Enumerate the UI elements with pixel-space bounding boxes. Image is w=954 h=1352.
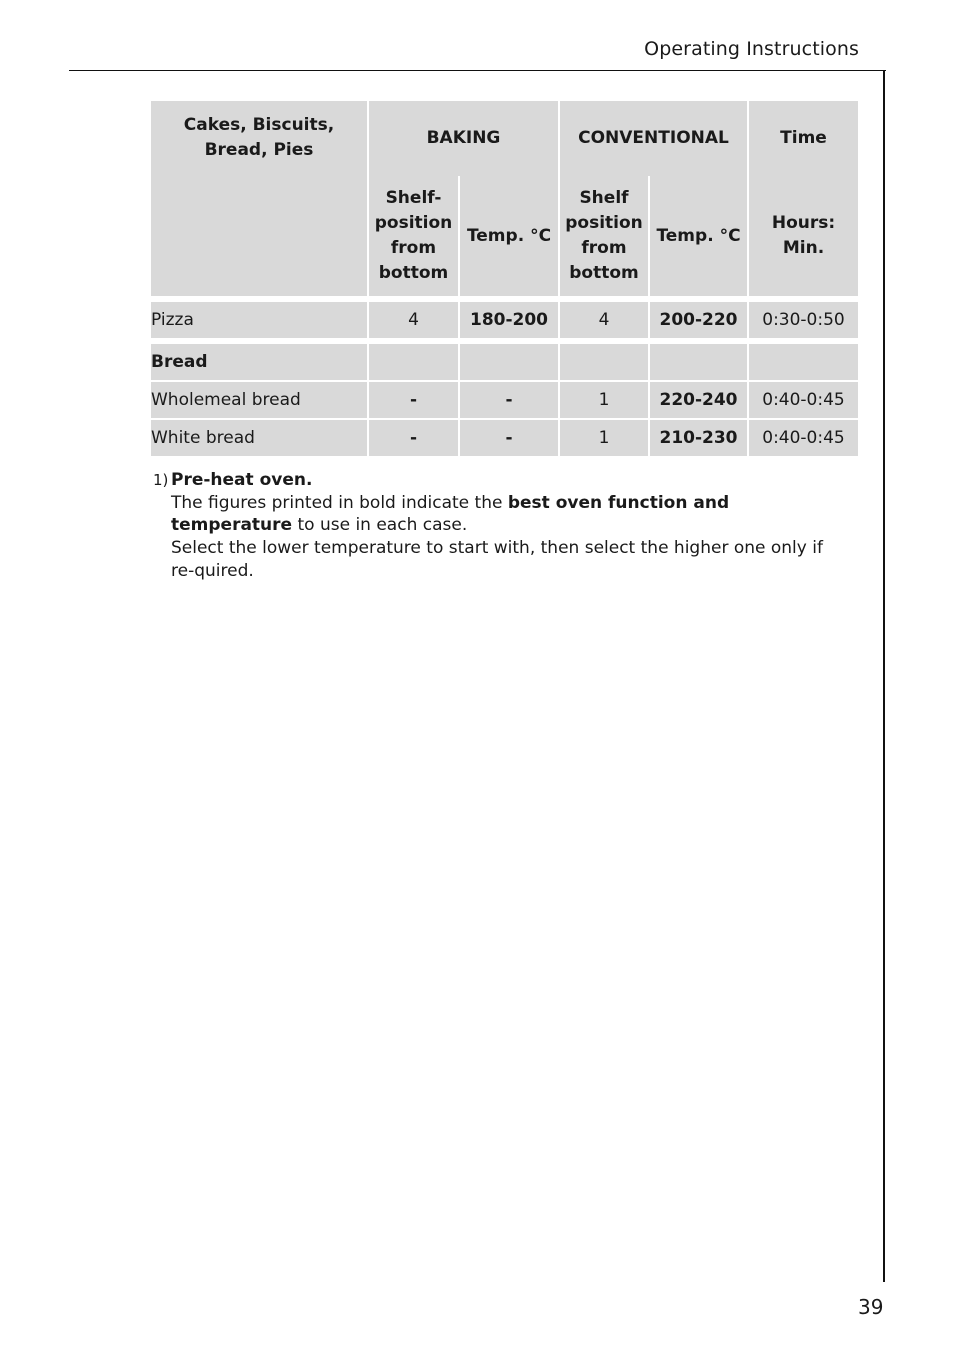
row-time: 0:40-0:45	[747, 418, 858, 456]
row-time	[747, 344, 858, 380]
header-time-sub: Hours: Min.	[747, 176, 858, 296]
header-time: Time	[747, 101, 858, 176]
row-conv-temp	[648, 344, 747, 380]
row-conv-temp: 200-220	[648, 302, 747, 338]
row-conv-shelf: 4	[558, 302, 648, 338]
footnotes	[153, 469, 833, 583]
page-number: 39	[858, 1295, 884, 1319]
row-baking-shelf	[367, 344, 458, 380]
baking-table	[151, 101, 858, 456]
header-rule	[69, 70, 886, 71]
row-name: Wholemeal bread	[151, 380, 367, 418]
footnote-marker: 1)	[153, 471, 169, 489]
row-time: 0:30-0:50	[747, 302, 858, 338]
row-baking-shelf: 4	[367, 302, 458, 338]
row-baking-temp	[458, 344, 558, 380]
table-row	[151, 344, 858, 380]
header-conv-temp: Temp. °C	[648, 176, 747, 296]
table-row	[151, 380, 858, 418]
row-conv-temp: 210-230	[648, 418, 747, 456]
header-conv-shelf: Shelf position from bottom	[558, 176, 648, 296]
header-baking: BAKING	[367, 101, 558, 176]
row-name: White bread	[151, 418, 367, 456]
row-conv-shelf: 1	[558, 418, 648, 456]
table-row	[151, 418, 858, 456]
header-baking-shelf: Shelf-position from bottom	[367, 176, 458, 296]
row-name: Pizza	[151, 302, 367, 338]
header-category: Cakes, Biscuits, Bread, Pies	[151, 101, 367, 296]
page-header-title: Operating Instructions	[644, 38, 859, 60]
row-conv-temp: 220-240	[648, 380, 747, 418]
row-baking-temp: 180-200	[458, 302, 558, 338]
row-baking-temp: -	[458, 380, 558, 418]
table-row	[151, 302, 858, 338]
header-baking-temp: Temp. °C	[458, 176, 558, 296]
row-baking-shelf: -	[367, 380, 458, 418]
bold-figures-note: The figures printed in bold indicate the best oven function and temperature to use in each case.	[171, 492, 730, 536]
header-conventional: CONVENTIONAL	[558, 101, 747, 176]
row-conv-shelf: 1	[558, 380, 648, 418]
preheat-note: Pre-heat oven.	[171, 470, 313, 490]
row-time: 0:40-0:45	[747, 380, 858, 418]
row-baking-shelf: -	[367, 418, 458, 456]
row-name: Bread	[151, 344, 367, 380]
row-baking-temp: -	[458, 418, 558, 456]
temperature-note: Select the lower temperature to start with, then select the higher one only if re-quired.	[171, 538, 823, 581]
row-conv-shelf	[558, 344, 648, 380]
side-rule	[883, 70, 885, 1282]
